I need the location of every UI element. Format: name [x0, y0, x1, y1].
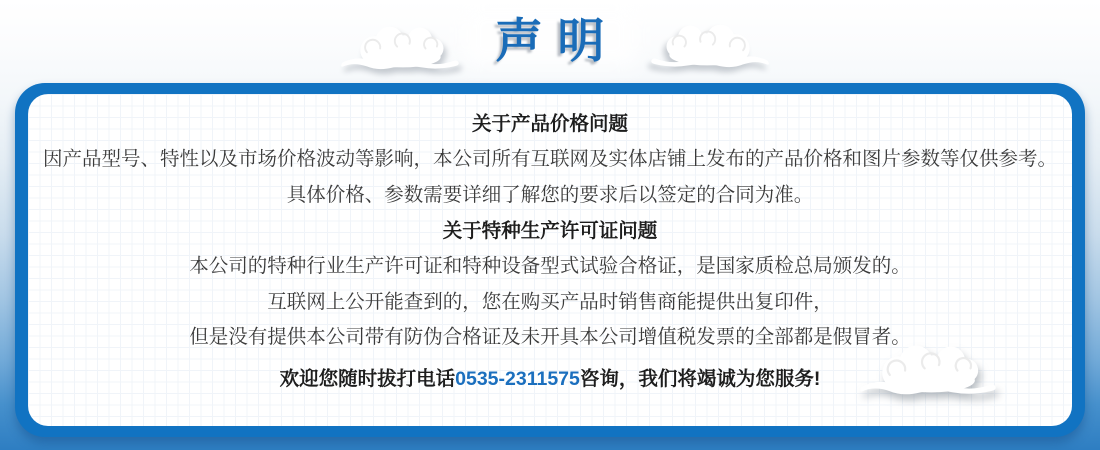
statement-card-body [28, 94, 1072, 426]
statement-line: 但是没有提供本公司带有防伪合格证及未开具本公司增值税发票的全部都是假冒者。 [189, 326, 911, 348]
section-heading-price: 关于产品价格问题 [471, 113, 628, 135]
statement-line: 因产品型号、特性以及市场价格波动等影响，本公司所有互联网及实体店铺上发布的产品价格和图片参数等仅供参考。 [42, 148, 1057, 170]
statement-content [28, 94, 1072, 426]
phone-number: 0535-2311575 [455, 367, 580, 390]
statement-card [15, 83, 1085, 437]
statement-line: 具体价格、参数需要详细了解您的要求后以签定的合同为准。 [286, 183, 814, 206]
contact-suffix: 咨询，我们将竭诚为您服务! [579, 367, 821, 390]
contact-line [280, 361, 821, 397]
contact-prefix: 欢迎您随时拔打电话 [279, 367, 456, 390]
header [0, 0, 1100, 83]
statement-line: 本公司的特种行业生产许可证和特种设备型式试验合格证，是国家质检总局颁发的。 [189, 255, 911, 277]
statement-line: 互联网上公开能查到的，您在购买产品时销售商能提供出复印件， [267, 290, 833, 313]
section-heading-license: 关于特种生产许可证问题 [442, 220, 658, 242]
page-title: 声明 [495, 14, 620, 67]
